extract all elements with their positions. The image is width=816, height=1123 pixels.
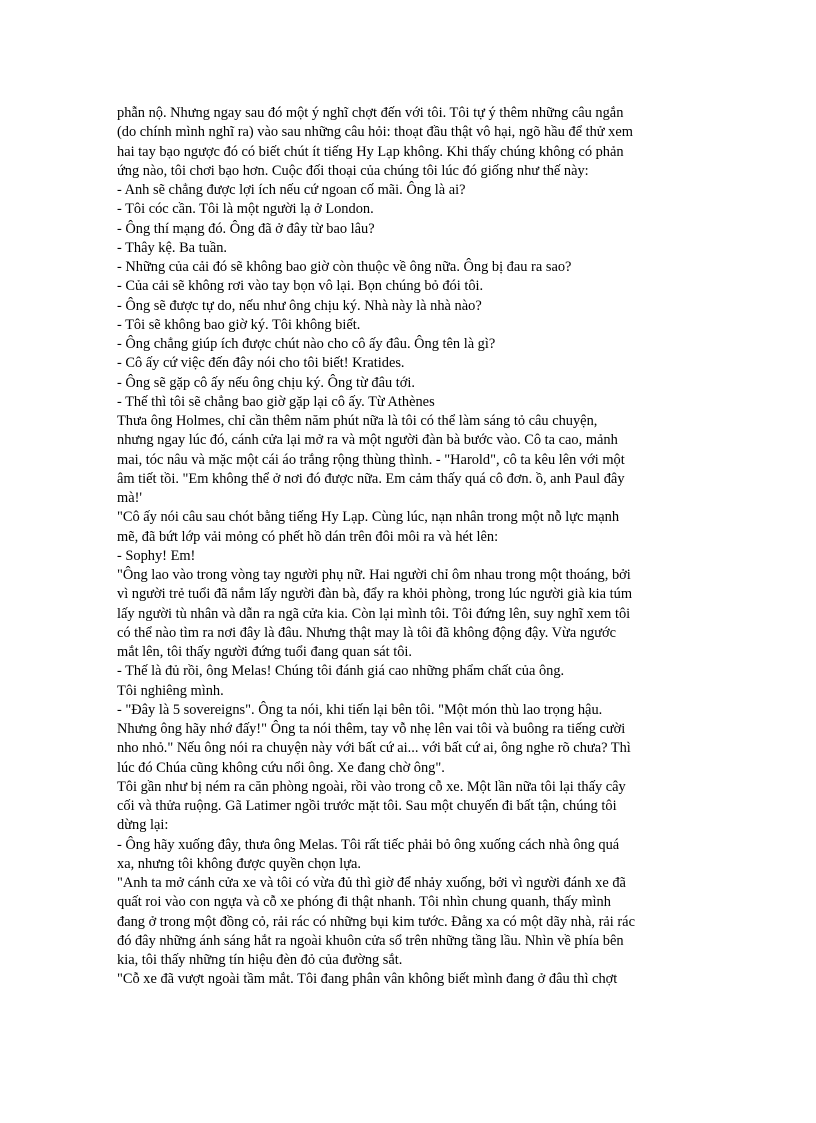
text-line: - Ông sẽ gặp cô ấy nếu ông chịu ký. Ông từ đâu tới. bbox=[117, 374, 415, 391]
text-line: - Ông hãy xuống đây, thưa ông Melas. Tôi rất tiếc phải bỏ ông xuống cách nhà ông quá bbox=[117, 836, 620, 853]
text-line: phẫn nộ. Nhưng ngay sau đó một ý nghĩ chợt đến với tôi. Tôi tự ý thêm những câu ngắn bbox=[117, 105, 624, 121]
text-line: "Anh ta mở cánh cửa xe và tôi có vừa đủ thì giờ để nhảy xuống, bởi vì người đánh xe đã bbox=[117, 875, 626, 891]
text-line: - Ông thí mạng đó. Ông đã ở đây từ bao lâu? bbox=[117, 220, 375, 237]
text-line: lúc đó Chúa cũng không cứu nổi ông. Xe đang chờ ông". bbox=[117, 759, 445, 776]
text-line: Nhưng ông hãy nhớ đấy!" Ông ta nói thêm, tay vỗ nhẹ lên vai tôi và buông ra tiếng cười bbox=[117, 721, 626, 737]
text-line: - Thế thì tôi sẽ chẳng bao giờ gặp lại cô ấy. Từ Athènes bbox=[117, 393, 435, 410]
text-line: lấy người tù nhân và dẫn ra ngã cửa kia. Còn lại mình tôi. Tôi đứng lên, suy nghĩ xem tôi bbox=[117, 605, 631, 622]
text-line: âm tiết tồi. "Em không thể ở nơi đó được nữa. Em cảm thấy quá cô đơn. ồ, anh Paul đây bbox=[117, 470, 625, 487]
text-line: - Tôi sẽ không bao giờ ký. Tôi không biết. bbox=[117, 316, 361, 333]
text-line: - Sophy! Em! bbox=[117, 547, 196, 564]
text-line: Tôi nghiêng mình. bbox=[117, 682, 224, 699]
text-line: - Tôi cóc cần. Tôi là một người lạ ở London. bbox=[117, 201, 374, 218]
text-line: đang ở trong một đồng cỏ, rải rác có những bụi kim tước. Đằng xa có một dãy nhà, rải rác bbox=[117, 913, 635, 930]
text-line: mẽ, đã bứt lớp vải mỏng có phết hồ dán trên đôi môi ra và hét lên: bbox=[117, 528, 499, 545]
text-line: - Thế là đủ rồi, ông Melas! Chúng tôi đánh giá cao những phẩm chất của ông. bbox=[117, 663, 565, 680]
text-line: Tôi gần như bị ném ra căn phòng ngoài, rồi vào trong cỗ xe. Một lần nữa tôi lại thấy cây bbox=[117, 778, 626, 795]
text-line: mắt lên, tôi thấy người đứng tuổi đang quan sát tôi. bbox=[117, 644, 412, 660]
text-line: quất roi vào con ngựa và cỗ xe phóng đi thật nhanh. Tôi nhìn chung quanh, thấy mình bbox=[117, 894, 611, 911]
text-line: - Ông chẳng giúp ích được chút nào cho cô ấy đâu. Ông tên là gì? bbox=[117, 336, 496, 352]
text-line: dừng lại: bbox=[117, 817, 169, 834]
text-line: - Ông sẽ được tự do, nếu như ông chịu ký. Nhà này là nhà nào? bbox=[117, 297, 482, 314]
text-line: "Ông lao vào trong vòng tay người phụ nữ. Hai người chỉ ôm nhau trong một thoáng, bởi bbox=[117, 567, 631, 583]
text-line: - Những của cải đó sẽ không bao giờ còn thuộc về ông nữa. Ông bị đau ra sao? bbox=[117, 259, 572, 275]
text-line: cối và thửa ruộng. Gã Latimer ngồi trước mặt tôi. Sau một chuyến đi bất tận, chúng tôi bbox=[117, 798, 617, 814]
text-line: "Cỗ xe đã vượt ngoài tầm mắt. Tôi đang phân vân không biết mình đang ở đâu thì chợt bbox=[117, 971, 618, 988]
text-line: đó đây những ánh sáng hắt ra ngoài khuôn cửa sổ trên những tầng lầu. Nhìn về phía bên bbox=[117, 932, 624, 949]
text-line: - Cô ấy cứ việc đến đây nói cho tôi biết! Kratides. bbox=[117, 355, 405, 372]
text-line: Thưa ông Holmes, chỉ cần thêm năm phút nữa là tôi có thể làm sáng tỏ câu chuyện, bbox=[117, 413, 598, 429]
text-line: kia, tôi thấy những tín hiệu đèn đỏ của đường sắt. bbox=[117, 952, 403, 968]
text-line: vì người trẻ tuổi đã nắm lấy người đàn bà, đẩy ra khỏi phòng, trong lúc người già kia túm bbox=[117, 586, 633, 603]
text-line: mà!' bbox=[117, 490, 142, 506]
text-line: - Anh sẽ chẳng được lợi ích nếu cứ ngoan cố mãi. Ông là ai? bbox=[117, 182, 466, 198]
text-line: mai, tóc nâu và mặc một cái áo trắng rộng thùng thình. - "Harold", cô ta kêu lên với một bbox=[117, 451, 625, 468]
text-line: - Của cải sẽ không rơi vào tay bọn vô lại. Bọn chúng bỏ đói tôi. bbox=[117, 278, 484, 295]
text-line: - "Đây là 5 sovereigns". Ông ta nói, khi tiến lại bên tôi. "Một món thù lao trọng hậu. bbox=[117, 701, 603, 718]
text-line: (do chính mình nghĩ ra) vào sau những câu hỏi: thoạt đầu thật vô hại, ngõ hầu để thử xem bbox=[117, 124, 633, 141]
body-text bbox=[117, 104, 716, 990]
text-line: hai tay bạo ngược đó có biết chút ít tiếng Hy Lạp không. Khi thấy chúng không có phản bbox=[117, 143, 624, 160]
text-line: có thể nào tìm ra nơi đây là đâu. Nhưng thật may là tôi đã không động đậy. Vừa ngước bbox=[117, 624, 617, 641]
text-line: - Thây kệ. Ba tuần. bbox=[117, 239, 228, 256]
text-line: xa, nhưng tôi không được quyền chọn lựa. bbox=[117, 855, 362, 872]
text-line: "Cô ấy nói câu sau chót bằng tiếng Hy Lạp. Cùng lúc, nạn nhân trong một nỗ lực mạnh bbox=[117, 509, 620, 526]
text-line: nho nhỏ." Nếu ông nói ra chuyện này với bất cứ ai... với bất cứ ai, ông nghe rõ chưa? Thì bbox=[117, 740, 631, 757]
text-line: ứng nào, tôi chơi bạo hơn. Cuộc đối thoại của chúng tôi lúc đó giống như thế này: bbox=[117, 162, 589, 179]
text-line: nhưng ngay lúc đó, cánh cửa lại mở ra và một người đàn bà bước vào. Cô ta cao, mảnh bbox=[117, 432, 618, 449]
